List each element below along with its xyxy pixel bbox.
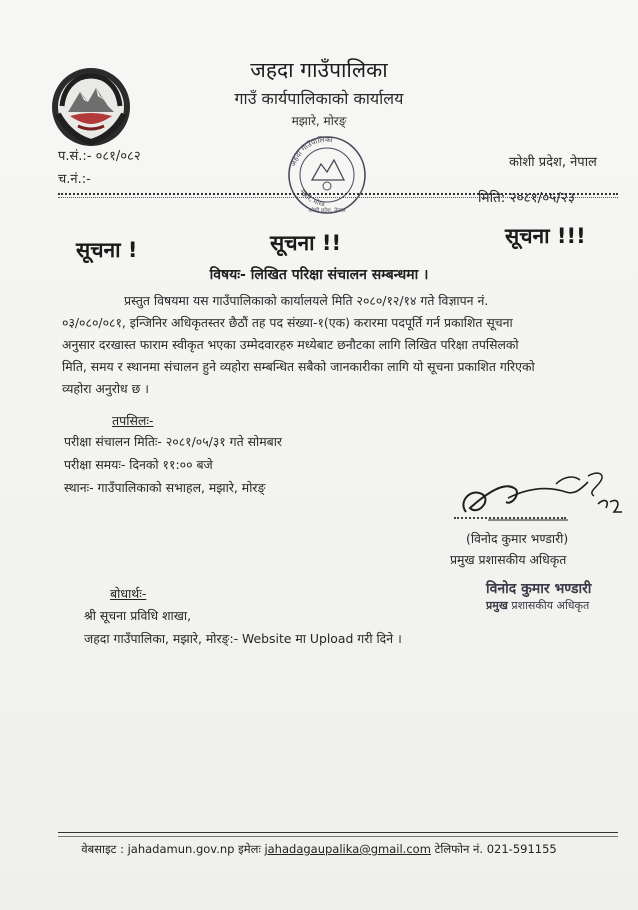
exam-time: परीक्षा समयः- दिनको ११:०० बजे [64, 457, 213, 472]
letter-number: प.सं.:- ०८१/०८२ [58, 149, 141, 164]
phone-label: टेलिफोन नं. [434, 842, 484, 856]
email-label: इमेलः [238, 842, 261, 856]
svg-text:जहदा गाउँपालिका [288, 135, 334, 168]
signatory-name: (विनोद कुमार भण्डारी) [466, 531, 569, 546]
notice-body [62, 290, 614, 400]
cc-heading: बोधार्थः- [110, 586, 147, 601]
notice-word-1: सूचना ! [76, 238, 138, 262]
cc-line: जहदा गाउँपालिका, मझारे, मोरङ्:- Website मा Upload गरी दिने । [84, 631, 402, 646]
exam-venue: स्थानः- गाउँपालिकाको सभाहल, मझारे, मोरङ् [64, 480, 266, 495]
seal-title-rest: प्रशासकीय अधिकृत [511, 599, 590, 612]
stamp-text-province: कोशी प्रदेश, नेपाल [308, 208, 346, 214]
handwritten-signature [448, 462, 626, 524]
exam-date: परीक्षा संचालन मितिः- २०८१/०५/३१ गते सोमबार [64, 434, 282, 449]
body-line: मिति, समय र स्थानमा संचालन हुने व्यहोरा सम्बन्धित सबैको जानकारीका लागि यो सूचना प्रकाशित गरिएको [62, 359, 535, 374]
footer-divider [58, 832, 618, 833]
body-line: अनुसार दरखास्त फाराम स्वीकृत भएका उम्मेदवारहरु मध्येबाट छनौटका लागि लिखित परिक्षा तपसिलको [62, 337, 519, 352]
stamp-text-top: जहदा गाउँपालिका [288, 134, 333, 168]
stamp-text-bottom: मझारे, मोरङ [298, 187, 326, 209]
office-stamp [284, 132, 370, 218]
body-line: ०३/०८०/०८१, इन्जिनिर अधिकृतस्तर छैठौं तह पद संख्या-१(एक) करारमा पदपूर्ति गर्न प्रकाशित सूचना [62, 315, 513, 330]
body-line: व्यहोरा अनुरोध छ । [62, 381, 149, 396]
footer-divider-secondary [58, 836, 618, 837]
province-label: कोशी प्रदेश, नेपाल [509, 155, 597, 170]
signatory-seal-title [486, 598, 589, 613]
email-link[interactable]: jahadagaupalika@gmail.com [264, 842, 431, 856]
notice-subject: विषयः- लिखित परिक्षा संचालन सम्बन्धमा । [209, 267, 429, 283]
dispatch-number: च.नं.:- [58, 172, 91, 187]
body-line: प्रस्तुत विषयमा यस गाउँपालिकाको कार्यालयले मिति २०८०/१२/१४ गते विज्ञापन नं. [124, 293, 489, 308]
notice-word-2: सूचना !! [270, 231, 342, 255]
notice-word-3: सूचना !!! [505, 224, 586, 248]
phone-number: 021-591155 [486, 842, 557, 856]
signatory-title: प्रमुख प्रशासकीय अधिकृत [450, 552, 567, 567]
signature-line [454, 517, 566, 519]
org-name: जहदा गाउँपालिका [250, 58, 388, 82]
cc-line: श्री सूचना प्रविधि शाखा, [84, 608, 192, 623]
details-heading: तपसिलः- [112, 413, 154, 428]
notice-date: मिति: २०८१/०५/२३ [478, 190, 575, 206]
website-label: वेबसाइट : [81, 842, 124, 856]
seal-title-bold: प्रमुख [486, 599, 508, 612]
office-location: मझारे, मोरङ् [291, 114, 347, 128]
website-link[interactable]: jahadamun.gov.np [127, 842, 235, 856]
office-name: गाउँ कार्यपालिकाको कार्यालय [234, 89, 404, 108]
footer-contact [0, 842, 638, 857]
signatory-seal-name: विनोद कुमार भण्डारी [486, 581, 592, 597]
